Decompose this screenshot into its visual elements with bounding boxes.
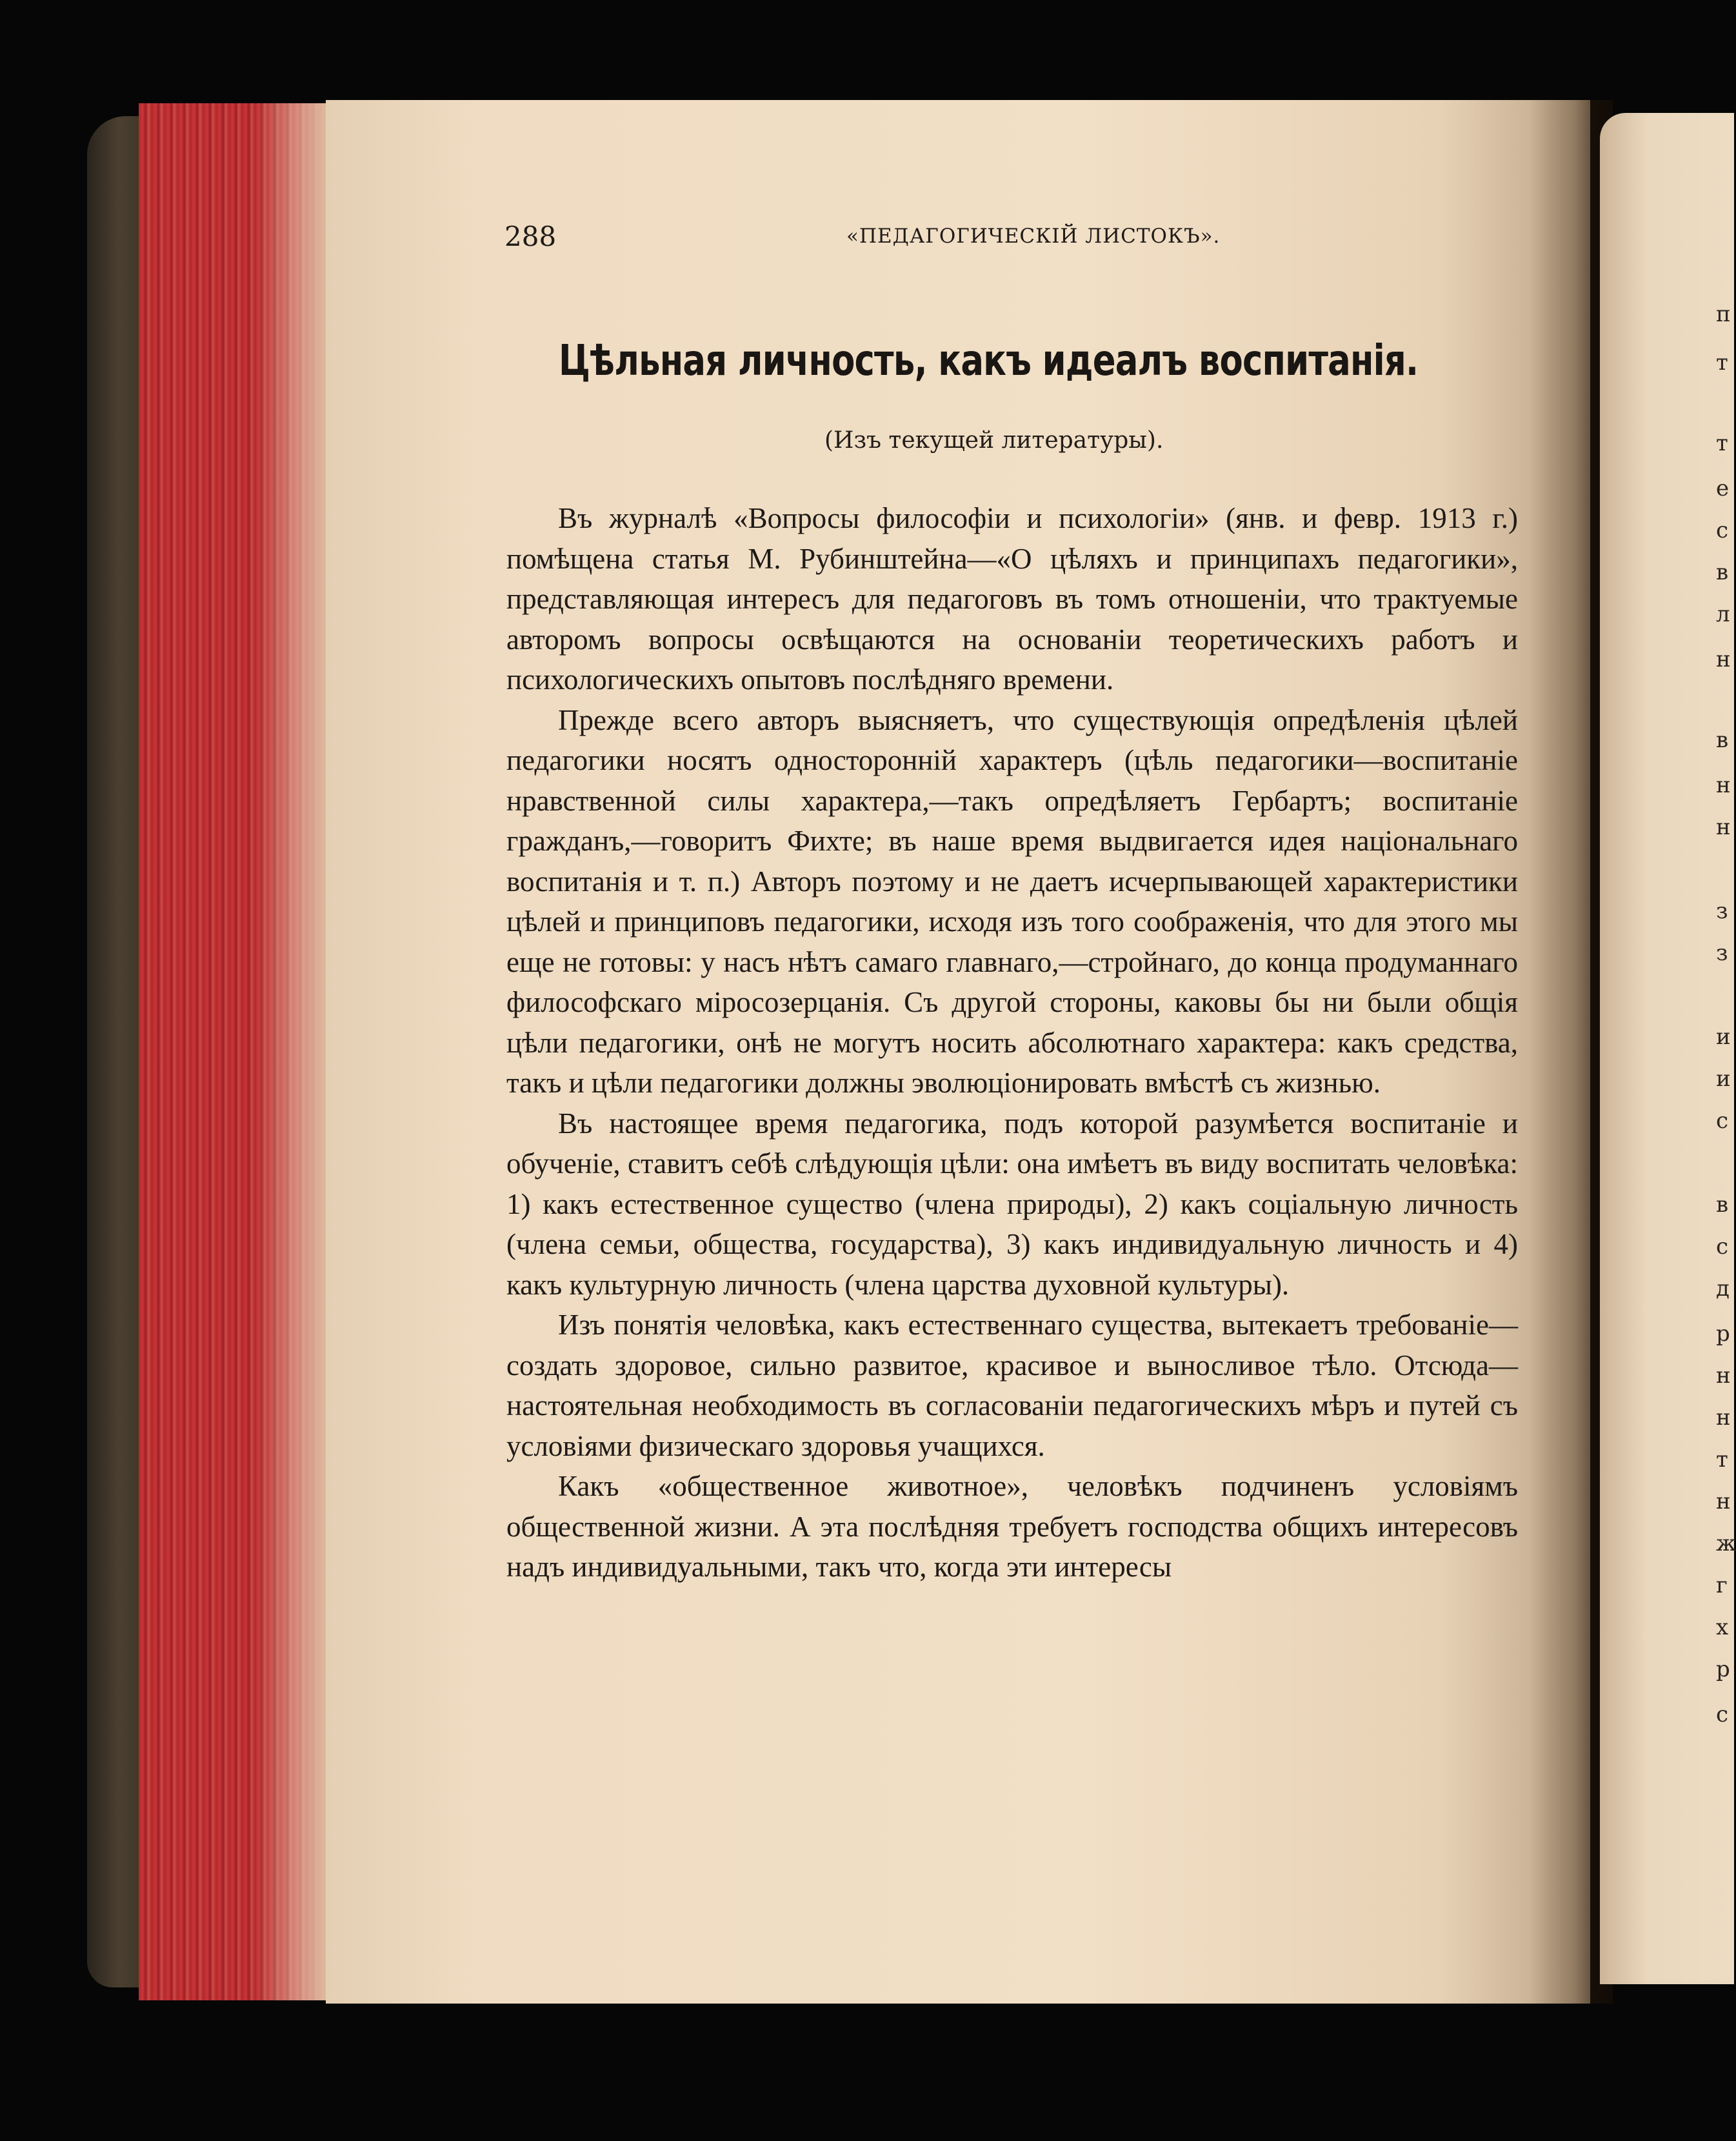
facing-page-letter: в xyxy=(1716,1192,1729,1218)
facing-page-letter: с xyxy=(1716,1234,1729,1260)
article-subtitle: (Изъ текущей литературы). xyxy=(824,427,1164,454)
facing-page-letter: з xyxy=(1716,898,1728,924)
facing-page-letter: т xyxy=(1716,1447,1728,1473)
facing-page-letter: и xyxy=(1716,1066,1731,1092)
article-body xyxy=(506,498,1518,1587)
running-title: «ПЕДАГОГИЧЕСКІЙ ЛИСТОКЪ». xyxy=(846,225,1221,248)
facing-page-letter: с xyxy=(1716,518,1729,543)
paragraph: Прежде всего авторъ выясняетъ, что существующія опредѣленія цѣлей педагогики носятъ односторонній характеръ (цѣль педагогики—воспитаніе нравственной силы характера,—такъ опредѣляетъ Гербартъ; воспитаніе гражданъ,—говоритъ Фихте; въ наше время выдвигается идея національнаго воспитанія и т. п.) Авторъ поэтому и не даетъ исчерпывающей характеристики цѣлей и принциповъ педагогики, исходя изъ того соображенія, что для этого мы еще не готовы: у насъ нѣтъ самаго главнаго,—стройнаго, до конца продуманнаго философскаго міросозерцанія. Съ другой стороны, каковы бы ни были общія цѣли педагогики, онѣ не могутъ носить абсолютнаго характера: какъ средства, такъ и цѣли педагогики должны эволюціонировать вмѣстѣ съ жизнью. xyxy=(506,703,1518,1099)
red-page-edges xyxy=(139,103,326,2000)
page-number: 288 xyxy=(504,221,557,252)
facing-page-letter: р xyxy=(1716,1656,1730,1682)
facing-page-letter: н xyxy=(1716,1405,1731,1431)
facing-page-letter: ж xyxy=(1716,1531,1736,1556)
facing-page xyxy=(1600,113,1734,1984)
facing-page-letter: п xyxy=(1716,301,1731,327)
facing-page-letter: е xyxy=(1716,476,1730,501)
facing-page-letter: в xyxy=(1716,559,1729,585)
paragraph: Изъ понятія человѣка, какъ естественнаго существа, вытекаетъ требованіе—создать здоровое, сильно развитое, красивое и выносливое тѣло. Отсюда—настоятельная необходимость въ согласованіи педагогическихъ мѣръ и путей съ условіями физическаго здоровья учащихся. xyxy=(506,1309,1518,1462)
facing-page-letter: т xyxy=(1716,350,1728,376)
facing-page-letter: н xyxy=(1716,1363,1731,1389)
facing-page-letter: и xyxy=(1716,1024,1731,1050)
facing-page-letter: з xyxy=(1716,940,1728,966)
article-title: Цѣльная личность, какъ идеалъ воспитанія. xyxy=(559,336,1419,385)
facing-page-letter: л xyxy=(1716,601,1730,627)
facing-page-letter: с xyxy=(1716,1108,1729,1134)
facing-page-letter: т xyxy=(1716,430,1728,456)
facing-page-letter: н xyxy=(1716,814,1731,840)
facing-page-letter: р xyxy=(1716,1321,1730,1347)
facing-page-letter: н xyxy=(1716,647,1731,672)
facing-page-letter: в xyxy=(1716,727,1729,753)
facing-page-letter: д xyxy=(1716,1276,1730,1302)
paragraph: Какъ «общественное животное», человѣкъ подчиненъ условіямъ общественной жизни. А эта послѣдняя требуетъ господства общихъ интересовъ надъ индивидуальными, такъ что, когда эти интересы xyxy=(506,1470,1518,1583)
facing-page-letter: х xyxy=(1716,1614,1729,1640)
facing-page-letter: г xyxy=(1716,1573,1728,1598)
facing-page-letter: н xyxy=(1716,772,1731,798)
paragraph: Въ журналѣ «Вопросы философіи и психологіи» (янв. и февр. 1913 г.) помѣщена статья М. Рубинштейна—«О цѣляхъ и принципахъ педагогики», представляющая интересъ для педагоговъ въ томъ отношеніи, что трактуемые авторомъ вопросы освѣщаются на основаніи теоретическихъ работъ и психологическихъ опытовъ послѣдняго времени. xyxy=(506,502,1518,696)
facing-page-letter: н xyxy=(1716,1489,1731,1514)
facing-page-letter: с xyxy=(1716,1702,1729,1727)
paragraph: Въ настоящее время педагогика, подъ которой разумѣется воспитаніе и обученіе, ставитъ себѣ слѣдующія цѣли: она имѣетъ въ виду воспитать человѣка: 1) какъ естественное существо (члена природы), 2) какъ соціальную личность (члена семьи, общества, государства), 3) какъ индивидуальную личность и 4) какъ культурную личность (члена царства духовной культуры). xyxy=(506,1107,1518,1301)
